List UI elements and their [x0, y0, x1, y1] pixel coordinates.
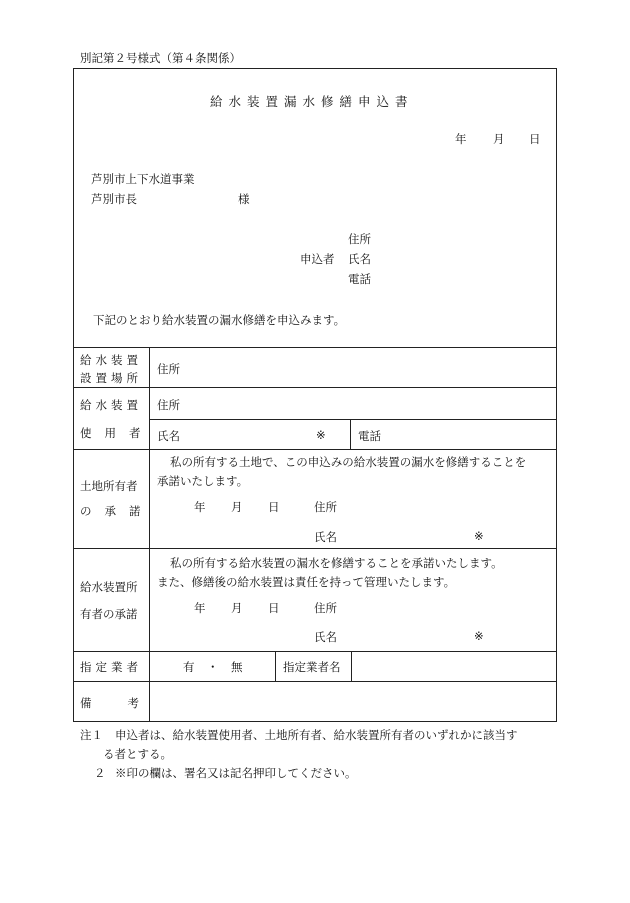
- land-label-1: 土地所有者: [80, 479, 138, 493]
- user-seal-mark: ※: [316, 428, 326, 442]
- form-title: 給水装置漏水修繕申込書: [210, 94, 414, 109]
- divider: [149, 419, 557, 420]
- note-2-number: ２: [94, 766, 106, 780]
- owner-name-label: 氏名: [314, 630, 337, 644]
- addressee-mayor: 芦別市長: [91, 192, 137, 206]
- user-label-2: 使用者: [80, 426, 154, 440]
- request-text: 下記のとおり給水装置の漏水修繕を申込みます。: [93, 313, 346, 327]
- date-month: 月: [493, 132, 505, 146]
- note-2-text: ※印の欄は、署名又は記名押印してください。: [115, 766, 357, 780]
- date-day: 日: [529, 132, 541, 146]
- user-name-label: 氏名: [157, 429, 180, 443]
- install-label-2: 設置場所: [80, 371, 142, 385]
- applicant-label: 申込者: [300, 252, 335, 266]
- land-address-label: 住所: [314, 500, 337, 514]
- land-consent-text-2: 承諾いたします。: [157, 474, 249, 488]
- note-1-number: 注１: [80, 728, 103, 742]
- owner-consent-text-1: 私の所有する給水装置の漏水を修繕することを承諾いたします。: [170, 556, 503, 570]
- applicant-phone-label: 電話: [348, 272, 371, 286]
- owner-year: 年: [194, 601, 206, 615]
- contractor-yes: 有: [183, 660, 195, 674]
- contractor-separator: ・: [207, 660, 219, 674]
- owner-day: 日: [268, 601, 280, 615]
- form-label: 別記第２号様式（第４条関係）: [80, 51, 241, 65]
- land-name-label: 氏名: [314, 530, 337, 544]
- owner-consent-text-2: また、修繕後の給水装置は責任を持って管理いたします。: [157, 575, 456, 589]
- contractor-no: 無: [231, 660, 243, 674]
- form-frame: [73, 68, 557, 722]
- note-1-continuation: る者とする。: [103, 747, 172, 761]
- divider: [73, 681, 557, 682]
- divider: [351, 651, 352, 681]
- land-day: 日: [268, 500, 280, 514]
- land-label-2: の承諾: [80, 504, 154, 518]
- remarks-label: 備考: [80, 696, 175, 710]
- divider: [73, 449, 557, 450]
- applicant-address-label: 住所: [348, 232, 371, 246]
- user-address-label: 住所: [157, 398, 180, 412]
- note-1-text: 申込者は、給水装置使用者、土地所有者、給水装置所有者のいずれかに該当す: [115, 728, 518, 742]
- divider: [149, 347, 150, 722]
- land-seal-mark: ※: [474, 529, 484, 543]
- divider: [73, 651, 557, 652]
- install-label-1: 給水装置: [80, 353, 142, 367]
- owner-seal-mark: ※: [474, 629, 484, 643]
- divider: [73, 347, 557, 348]
- user-phone-label: 電話: [358, 429, 381, 443]
- contractor-name-label: 指定業者名: [283, 660, 341, 674]
- applicant-name-label: 氏名: [348, 252, 371, 266]
- land-consent-text-1: 私の所有する土地で、この申込みの給水装置の漏水を修繕することを: [170, 455, 527, 469]
- owner-address-label: 住所: [314, 601, 337, 615]
- contractor-label: 指定業者: [80, 660, 142, 674]
- user-label-1: 給水装置: [80, 398, 142, 412]
- owner-label-2: 有者の承諾: [80, 607, 138, 621]
- addressee-honorific: 様: [238, 192, 250, 206]
- addressee-org: 芦別市上下水道事業: [91, 172, 195, 186]
- date-year: 年: [455, 132, 467, 146]
- owner-label-1: 給水装置所: [80, 580, 138, 594]
- divider: [350, 419, 351, 449]
- divider: [73, 387, 557, 388]
- divider: [73, 548, 557, 549]
- land-year: 年: [194, 500, 206, 514]
- install-address-label: 住所: [157, 362, 180, 376]
- owner-month: 月: [231, 601, 243, 615]
- divider: [275, 651, 276, 681]
- land-month: 月: [231, 500, 243, 514]
